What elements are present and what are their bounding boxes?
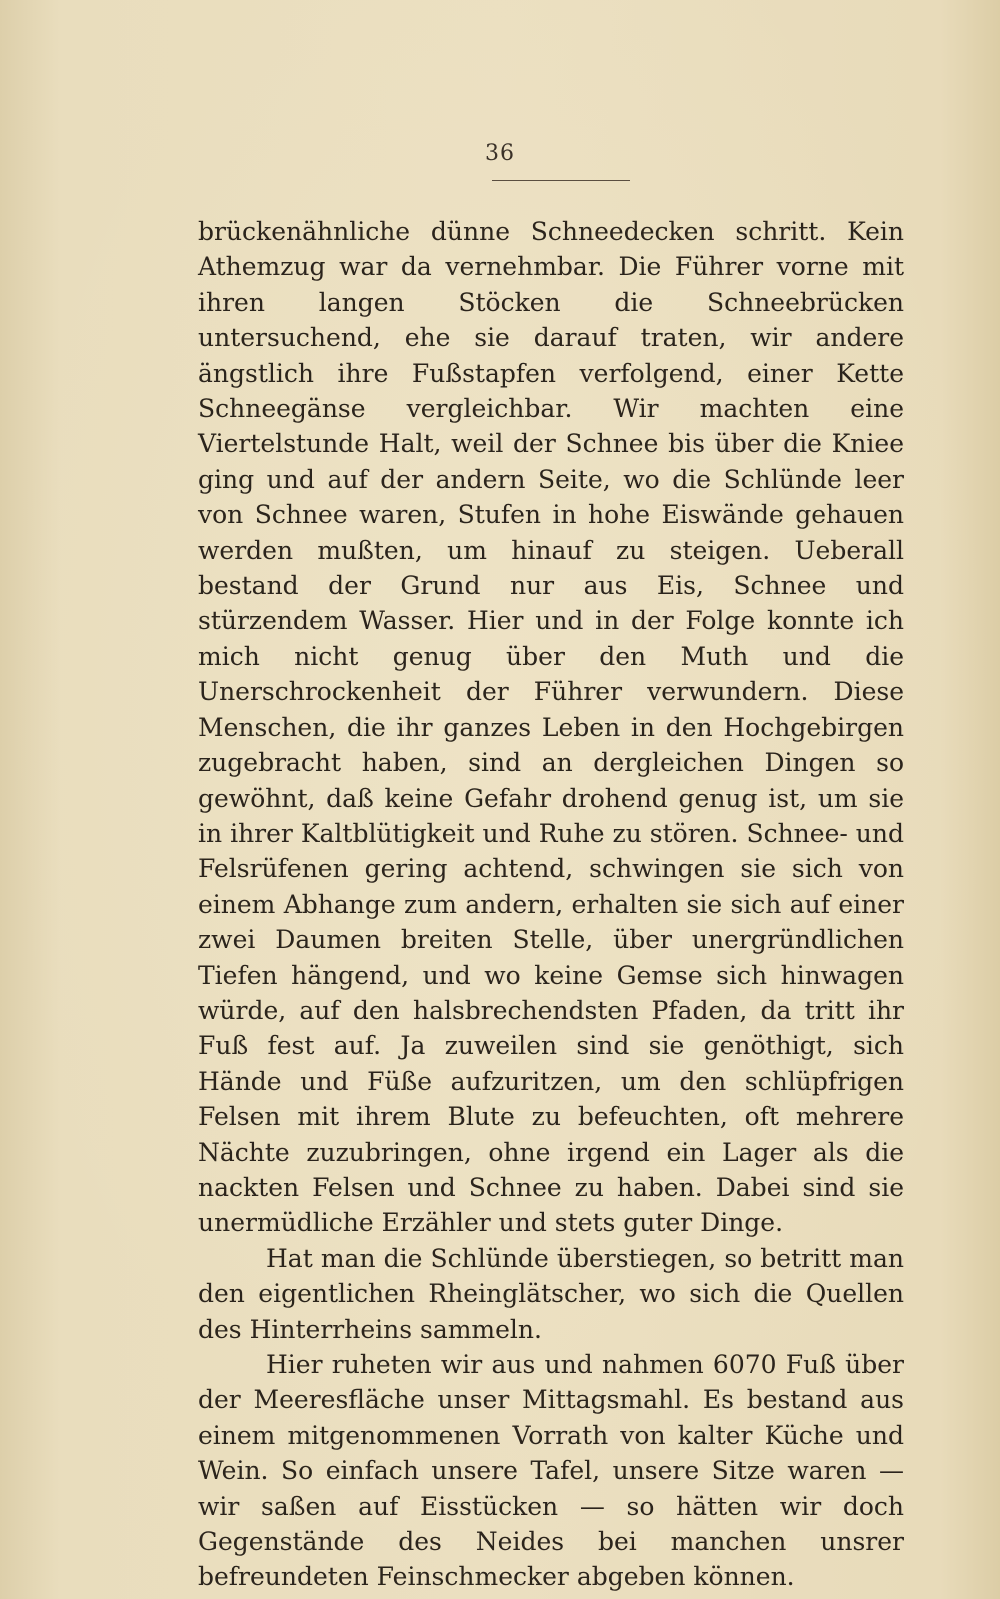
paragraph-1: brückenähnliche dünne Schneedecken schritt. Kein Athemzug war da vernehmbar. Die Führer vorne mit ihren langen Stöcken die Schneebrücken untersuchend, ehe sie darauf traten, wir andere ängstlich ihre Fußstapfen verfolgend, einer Kette Schneegänse vergleichbar. Wir machten eine Viertelstunde Halt, weil der Schnee bis über die Kniee ging und auf der andern Seite, wo die Schlünde leer von Schnee waren, Stufen in hohe Eiswände gehauen werden mußten, um hinauf zu steigen. Ueberall bestand der Grund nur aus Eis, Schnee und stürzendem Wasser. Hier und in der Folge konnte ich mich nicht genug über den Muth und die Unerschrockenheit der Führer verwundern. Diese Menschen, die ihr ganzes Leben in den Hochgebirgen zugebracht haben, sind an dergleichen Dingen so gewöhnt, daß keine Gefahr drohend genug ist, um sie in ihrer Kaltblütigkeit und Ruhe zu stören. Schnee- und Felsrüfenen gering achtend, schwingen sie sich von einem Abhange zum andern, erhalten sie sich auf einer zwei Daumen breiten Stelle, über unergründlichen Tiefen hängend, und wo keine Gemse sich hinwagen würde, auf den halsbrechendsten Pfaden, da tritt ihr Fuß fest auf. Ja zuweilen sind sie genöthigt, sich Hände und Füße aufzuritzen, um den schlüpfrigen Felsen mit ihrem Blute zu befeuchten, oft mehrere Nächte zuzubringen, ohne irgend ein Lager als die nackten Felsen und Schnee zu haben. Dabei sind sie unermüdliche Erzähler und stets guter Dinge. [198,217,904,1238]
page-number: 36 [485,141,515,166]
header-rule [492,180,630,181]
paragraph-3: Hier ruheten wir aus und nahmen 6070 Fuß über der Meeresfläche unser Mittagsmahl. Es bestand aus einem mitgenommenen Vorrath von kalter Küche und Wein. So einfach unsere Tafel, unsere Sitze waren — wir saßen auf Eisstücken — so hätten wir doch Gegenstände des Neides bei manchen unsrer befreundeten Feinschmecker abgeben können. [198,1350,904,1592]
paragraph-2: Hat man die Schlünde überstiegen, so betritt man den eigentlichen Rheinglätscher, wo sich die Quellen des Hinterrheins sammeln. [198,1243,904,1344]
body-text [198,214,904,1595]
